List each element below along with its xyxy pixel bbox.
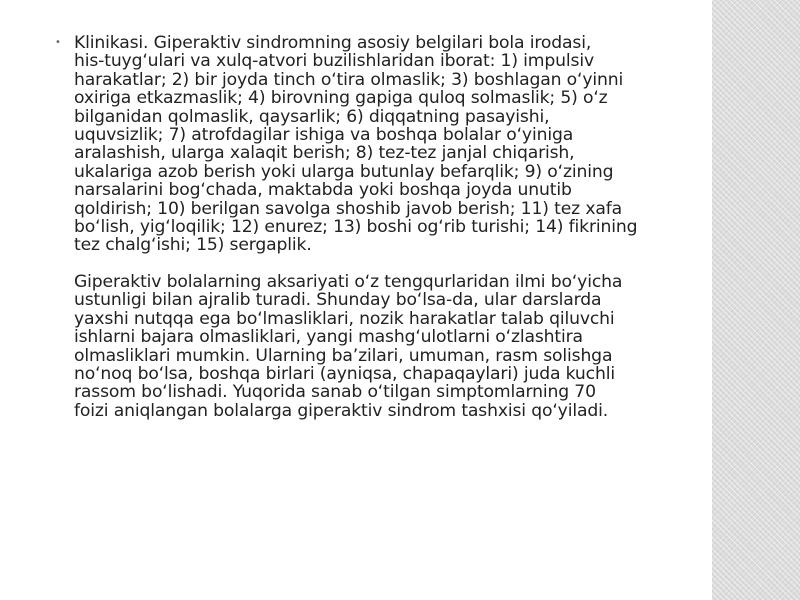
paragraph-abilities: Giperaktiv bolalarning aksariyati o‘z tengqurlaridan ilmi bo‘yicha ustunligi bilan ajralib turadi. Shunday bo‘lsa-da, ular darslarda yaxshi nutqqa ega bo‘lmasliklari, nozik harakatlar talab qiluvchi ishlarni bajara olmasliklari, yangi mashg‘ulotlarni o‘zlashtira olmasliklari mumkin. Ularning ba’zilari, umuman, rasm solishga no‘noq bo‘lsa, boshqa birlari (ayniqsa, chapaqaylari) juda kuchli rassom bo‘lishadi. Yuqorida sanab o‘tilgan simptomlarning 70 foizi aniqlangan bolalarga giperaktiv sindrom tashxisi qo‘yiladi. [74, 271, 623, 421]
slide-content [74, 34, 754, 420]
decorative-side-strip [712, 0, 800, 600]
paragraph-symptoms: Klinikasi. Giperaktiv sindromning asosiy belgilari bola irodasi, his-tuyg‘ulari va xulq-atvori buzilishlaridan iborat: 1) impulsiv harakatlar; 2) bir joyda tinch o‘tira olmaslik; 3) boshlagan o‘yinni oxiriga etkazmaslik; 4) birovning gapiga quloq solmaslik; 5) o‘z bilganidan qolmaslik, qaysarlik; 6) diqqatning pasayishi, uquvsizlik; 7) atrofdagilar ishiga va boshqa bolalar o‘yiniga aralashish, ularga xalaqit berish; 8) tez-tez janjal chiqarish, ukalariga azob berish yoki ularga butunlay befarqlik; 9) o‘zining narsalarini bog‘chada, maktabda yoki boshqa joyda unutib qoldirish; 10) berilgan savolga shoshib javob berish; 11) tez xafa bo‘lish, yig‘loqilik; 12) enurez; 13) boshi og‘rib turishi; 14) fikrining tez chalg‘ishi; 15) sergaplik. [74, 33, 638, 256]
bullet-dot: • [55, 37, 61, 48]
